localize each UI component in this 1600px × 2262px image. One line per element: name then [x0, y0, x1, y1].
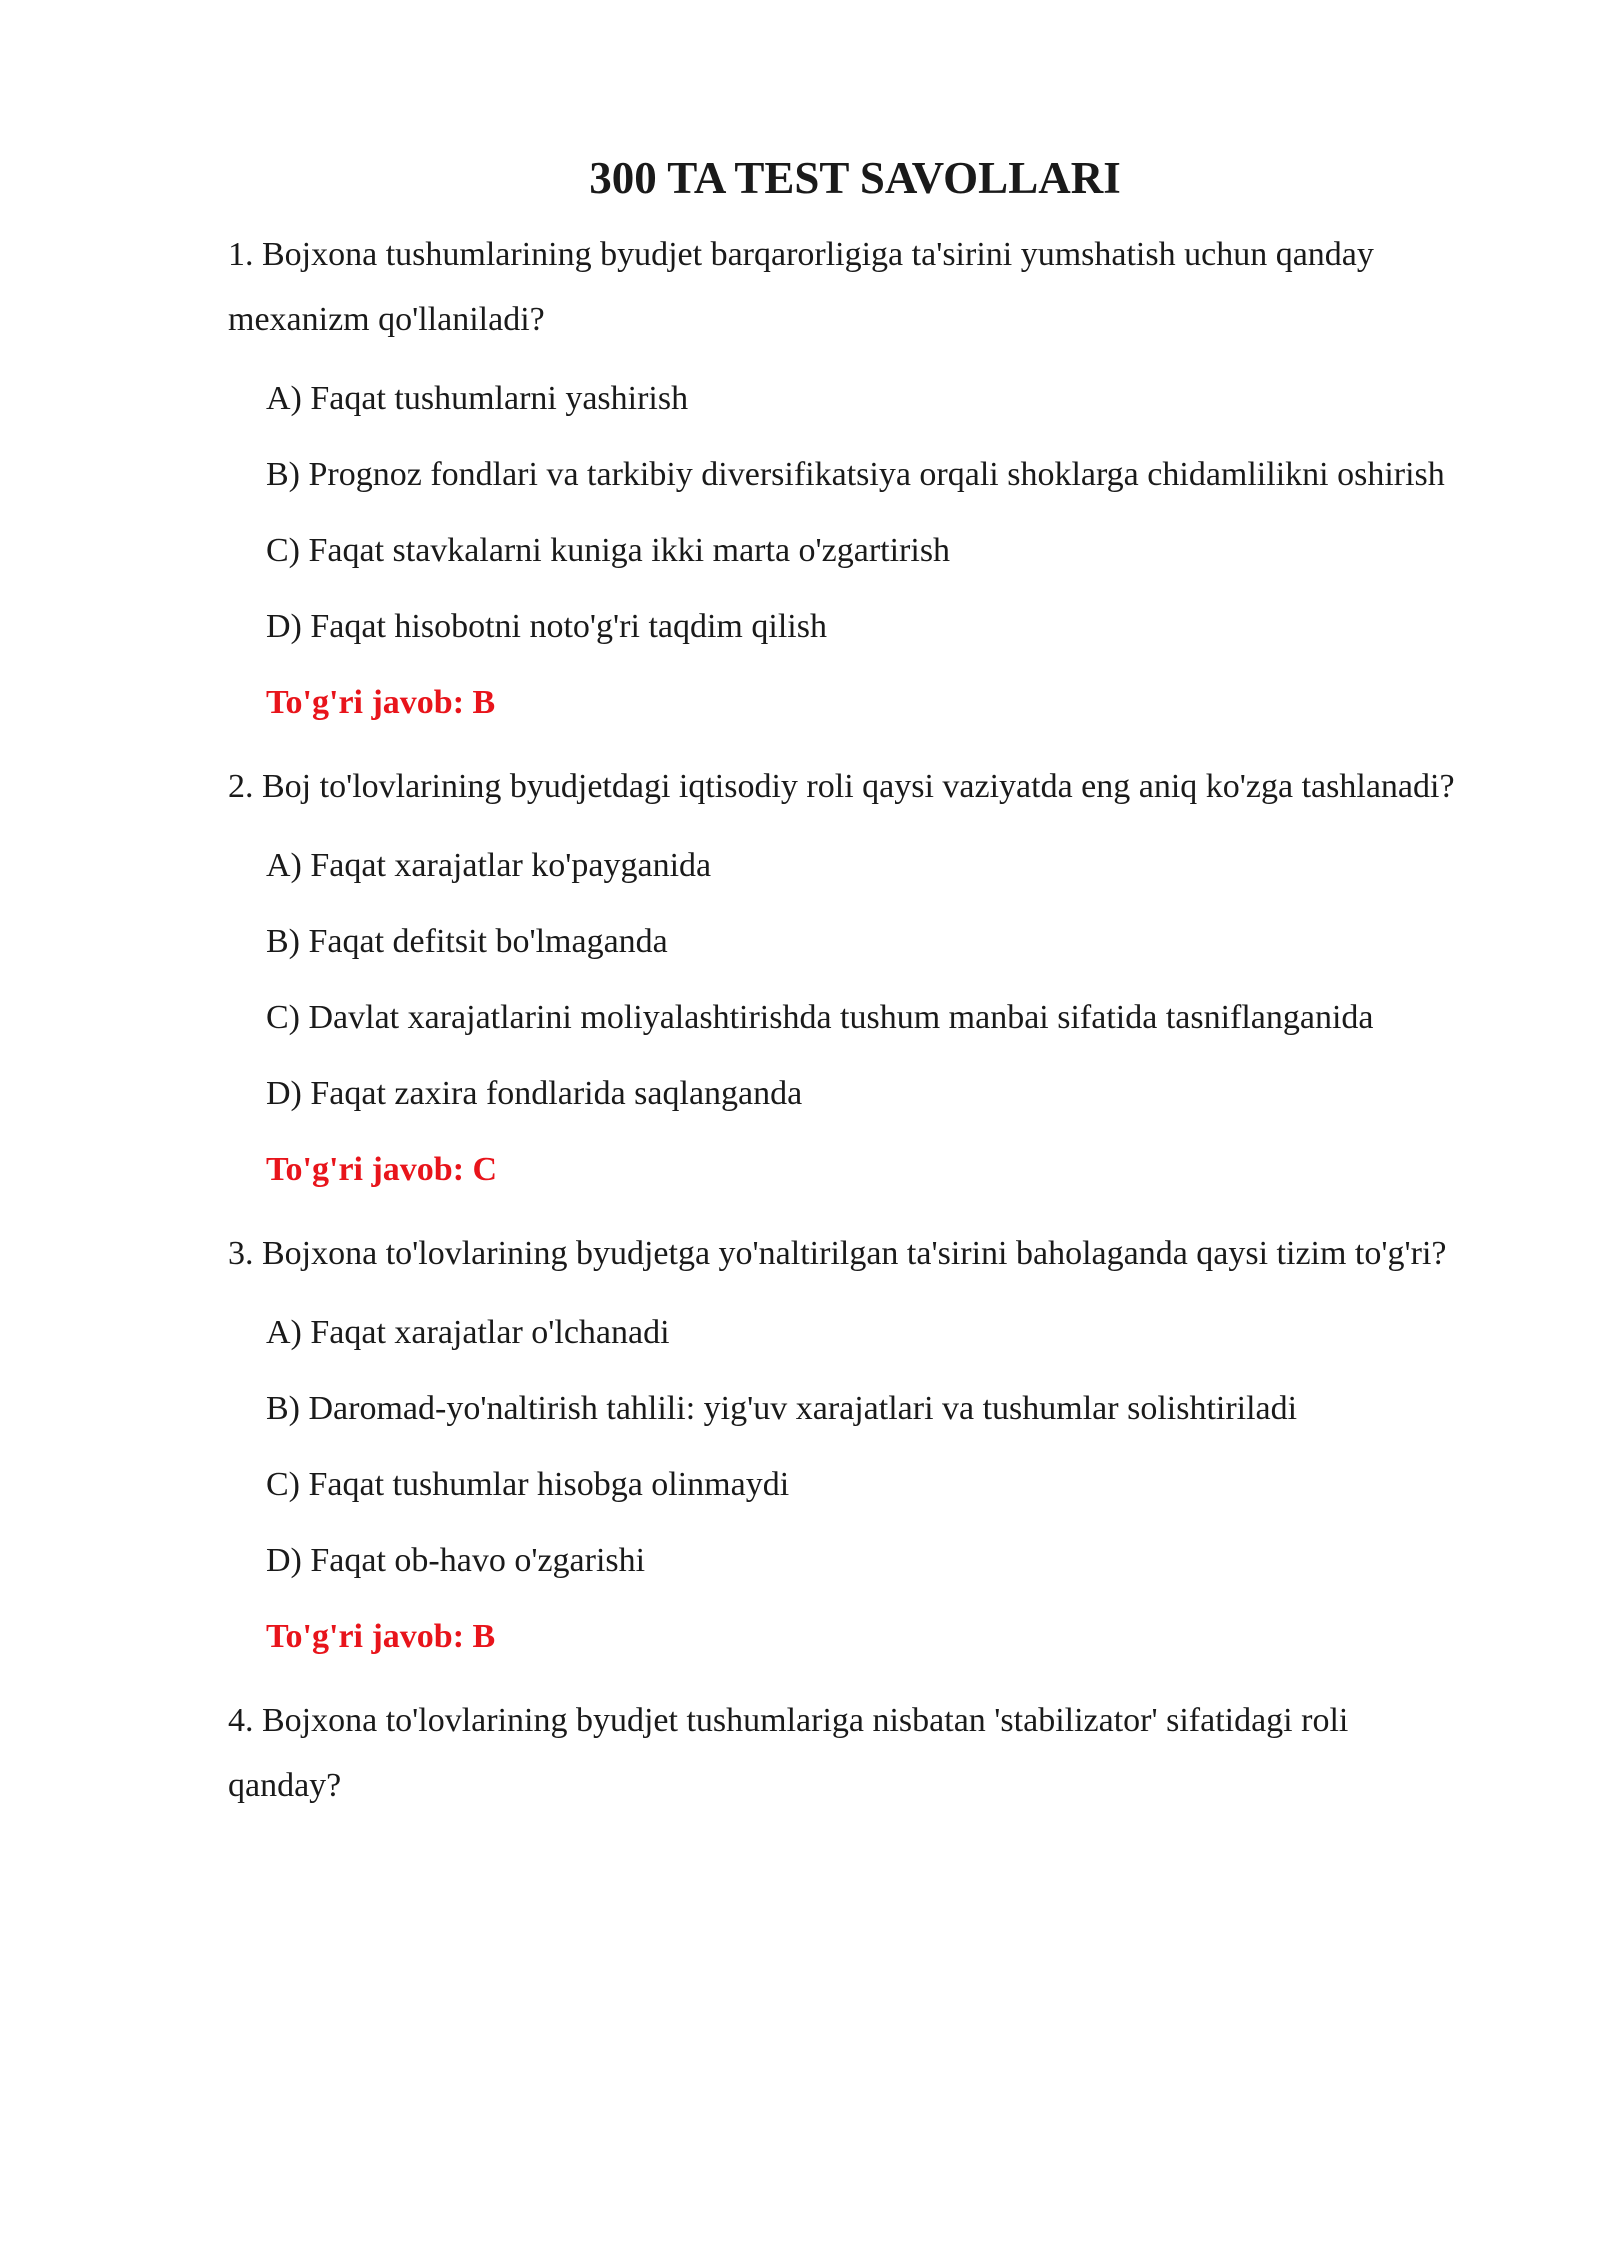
option-b: B) Daromad-yo'naltirish tahlili: yig'uv xarajatlari va tushumlar solishtiriladi [266, 1390, 1298, 1427]
option-c: C) Davlat xarajatlarini moliyalashtirishda tushum manbai sifatida tasniflanganida [266, 999, 1374, 1036]
question-text: 4. Bojxona to'lovlarining byudjet tushumlariga nisbatan 'stabilizator' sifatidagi roli qanday? [228, 1702, 1349, 1804]
option-d: D) Faqat hisobotni noto'g'ri taqdim qilish [266, 608, 827, 645]
option-list [228, 841, 1470, 1118]
correct-answer: To'g'ri javob: C [266, 1151, 498, 1188]
option-c: C) Faqat stavkalarni kuniga ikki marta o'zgartirish [266, 532, 951, 569]
question-block [228, 1221, 1470, 1661]
option-a: A) Faqat xarajatlar o'lchanadi [266, 1314, 670, 1351]
question-block [228, 222, 1470, 727]
option-b: B) Faqat defitsit bo'lmaganda [266, 923, 668, 960]
question-block [228, 1688, 1470, 1818]
option-d: D) Faqat zaxira fondlarida saqlanganda [266, 1075, 803, 1112]
option-a: A) Faqat xarajatlar ko'payganida [266, 847, 712, 884]
document-title: 300 TA TEST SAVOLLARI [589, 153, 1121, 203]
option-c: C) Faqat tushumlar hisobga olinmaydi [266, 1466, 790, 1503]
question-text: 2. Boj to'lovlarining byudjetdagi iqtisodiy roli qaysi vaziyatda eng aniq ko'zga tashlanadi? [228, 768, 1455, 805]
option-list [228, 1308, 1470, 1585]
correct-answer: To'g'ri javob: B [266, 1618, 496, 1655]
question-text: 1. Bojxona tushumlarining byudjet barqarorligiga ta'sirini yumshatish uchun qanday mexanizm qo'llaniladi? [228, 236, 1374, 338]
option-a: A) Faqat tushumlarni yashirish [266, 380, 689, 417]
option-d: D) Faqat ob-havo o'zgarishi [266, 1542, 646, 1579]
option-b: B) Prognoz fondlari va tarkibiy diversifikatsiya orqali shoklarga chidamlilikni oshirish [266, 456, 1445, 493]
correct-answer: To'g'ri javob: B [266, 684, 496, 721]
option-list [228, 374, 1470, 651]
question-text: 3. Bojxona to'lovlarining byudjetga yo'naltirilgan ta'sirini baholaganda qaysi tizim to'g'ri? [228, 1235, 1447, 1272]
question-block [228, 754, 1470, 1194]
